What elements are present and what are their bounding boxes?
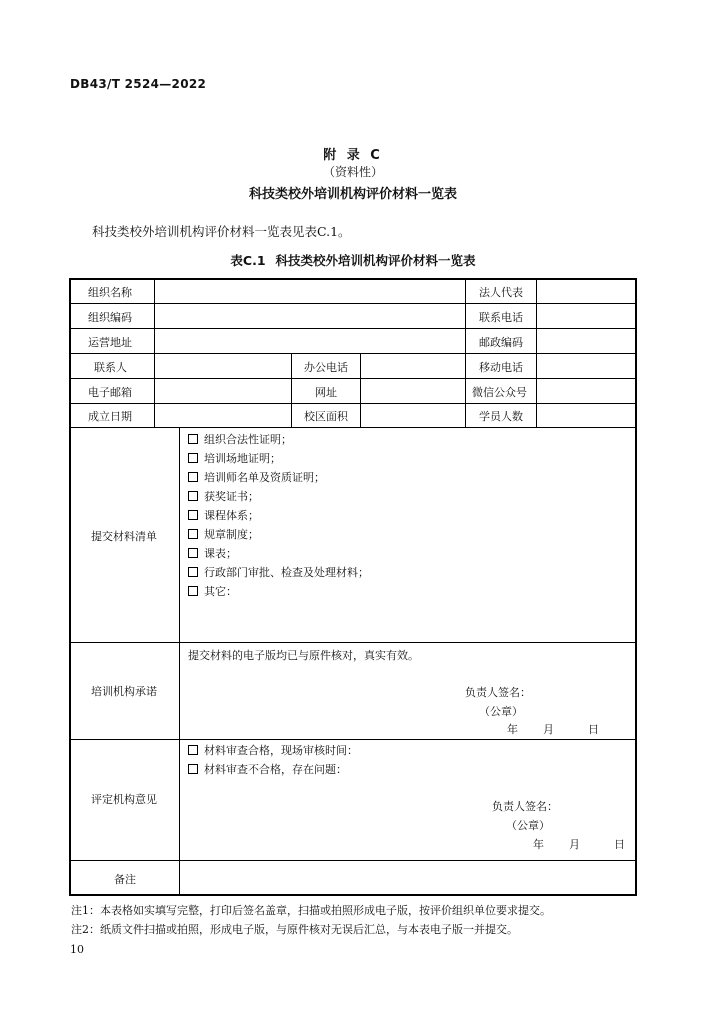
- col-line: [291, 353, 292, 427]
- material-item[interactable]: 其它：: [188, 583, 237, 599]
- label-org-name: 组织名称: [88, 286, 132, 299]
- checkbox-icon[interactable]: [188, 745, 198, 755]
- material-item[interactable]: 组织合法性证明；: [188, 431, 292, 447]
- label-postcode: 邮政编码: [479, 336, 523, 349]
- commitment-signer: 负责人签名：: [465, 686, 531, 699]
- label-evaluation: 评定机构意见: [91, 793, 157, 806]
- label-campus-area: 校区面积: [304, 410, 348, 423]
- appendix-nature: （资料性）: [322, 165, 383, 179]
- label-commitment: 培训机构承诺: [91, 685, 157, 698]
- label-contact-phone: 联系电话: [479, 311, 523, 324]
- evaluation-month: 月: [569, 838, 580, 851]
- row-line: [69, 642, 637, 643]
- label-founded: 成立日期: [88, 410, 132, 423]
- label-website: 网址: [315, 386, 337, 399]
- material-item[interactable]: 获奖证书；: [188, 488, 259, 504]
- appendix-title: 附 录 C: [323, 148, 383, 163]
- intro-text: 科技类校外培训机构评价材料一览表见表C.1。: [92, 224, 351, 239]
- material-item[interactable]: 培训师名单及资质证明；: [188, 469, 325, 485]
- evaluation-seal: （公章）: [506, 819, 550, 832]
- table-border-bottom: [69, 894, 637, 896]
- checkbox-icon[interactable]: [188, 472, 198, 482]
- appendix-name: 科技类校外培训机构评价材料一览表: [248, 187, 457, 202]
- evaluation-day: 日: [614, 838, 625, 851]
- commitment-seal: （公章）: [479, 705, 523, 718]
- material-item[interactable]: 规章制度；: [188, 526, 259, 542]
- material-item[interactable]: 课程体系；: [188, 507, 259, 523]
- row-line: [69, 860, 637, 861]
- evaluation-materials-table: [69, 278, 637, 896]
- col-line: [536, 278, 537, 427]
- col-line: [179, 427, 180, 896]
- label-office-phone: 办公电话: [304, 361, 348, 374]
- checkbox-icon[interactable]: [188, 434, 198, 444]
- checkbox-icon[interactable]: [188, 548, 198, 558]
- page-number: 10: [70, 943, 84, 956]
- row-line: [69, 427, 637, 428]
- commitment-text: 提交材料的电子版均已与原件核对，真实有效。: [188, 649, 419, 662]
- label-address: 运营地址: [88, 336, 132, 349]
- table-caption: [0, 251, 706, 269]
- evaluation-signer: 负责人签名：: [492, 800, 558, 813]
- label-remarks: 备注: [114, 873, 136, 886]
- table-border-left: [69, 278, 71, 896]
- col-line: [154, 278, 155, 427]
- col-line: [360, 353, 361, 427]
- commitment-day: 日: [588, 723, 599, 736]
- label-students: 学员人数: [479, 410, 523, 423]
- checkbox-icon[interactable]: [188, 491, 198, 501]
- table-border-right: [635, 278, 637, 896]
- checkbox-icon[interactable]: [188, 586, 198, 596]
- label-email: 电子邮箱: [88, 386, 132, 399]
- commitment-month: 月: [543, 723, 554, 736]
- evaluation-option-fail[interactable]: 材料审查不合格，存在问题：: [188, 761, 347, 777]
- checkbox-icon[interactable]: [188, 453, 198, 463]
- col-line: [465, 278, 466, 427]
- checkbox-icon[interactable]: [188, 510, 198, 520]
- table-caption-title: 科技类校外培训机构评价材料一览表: [275, 253, 476, 268]
- note-1: 注1：本表格如实填写完整，打印后签名盖章，扫描或拍照形成电子版，按评价组织单位要求提交。: [71, 904, 551, 917]
- note-2: 注2：纸质文件扫描或拍照，形成电子版，与原件核对无误后汇总，与本表电子版一并提交。: [71, 923, 518, 936]
- table-caption-number: 表C.1: [230, 253, 266, 268]
- checkbox-icon[interactable]: [188, 529, 198, 539]
- checkbox-icon[interactable]: [188, 764, 198, 774]
- label-org-code: 组织编码: [88, 311, 132, 324]
- label-legal-rep: 法人代表: [479, 286, 523, 299]
- evaluation-year: 年: [533, 838, 544, 851]
- checkbox-icon[interactable]: [188, 567, 198, 577]
- evaluation-option-pass[interactable]: 材料审查合格，现场审核时间：: [188, 742, 358, 758]
- document-number: DB43/T 2524—2022: [70, 77, 207, 91]
- label-wechat: 微信公众号: [472, 386, 527, 399]
- material-item[interactable]: 行政部门审批、检查及处理材料；: [188, 564, 369, 580]
- row-line: [69, 739, 637, 740]
- material-item[interactable]: 课表；: [188, 545, 237, 561]
- material-item[interactable]: 培训场地证明；: [188, 450, 281, 466]
- label-mobile-phone: 移动电话: [479, 361, 523, 374]
- label-contact-person: 联系人: [94, 361, 127, 374]
- commitment-year: 年: [507, 723, 518, 736]
- label-materials: 提交材料清单: [91, 530, 157, 543]
